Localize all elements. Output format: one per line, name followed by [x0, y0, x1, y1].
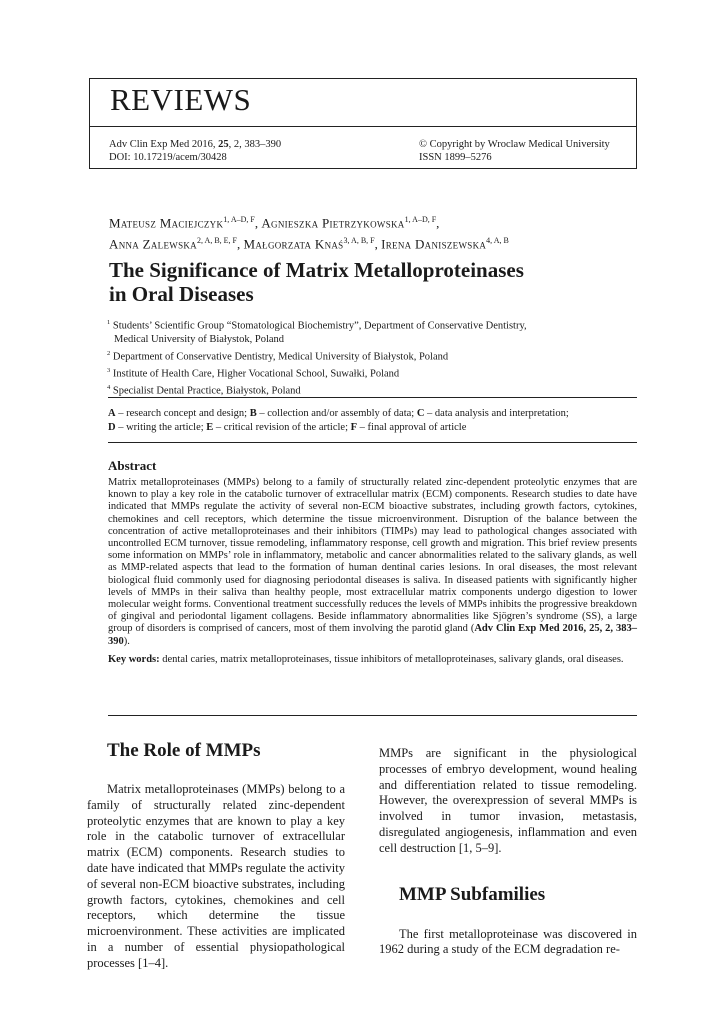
abstract-text: [108, 477, 637, 648]
affil-text: Medical University of Białystok, Poland: [114, 334, 285, 345]
affiliations: [107, 316, 627, 398]
affil-num: 4: [107, 383, 111, 391]
contrib-text: – final approval of article: [357, 421, 467, 433]
author-sep: ,: [436, 215, 440, 231]
doi: DOI: 10.17219/acem/30428: [109, 152, 227, 163]
citation-info: [109, 138, 281, 164]
paragraph: Matrix metalloproteinases (MMPs) belong to a family of structurally related zinc-dependent proteolytic enzymes that are known to play a key role in the catabolic turnover of extracellular matrix (ECM) components. Research studies to date have indicated that MMPs regulate the activity of several non-ECM bioactive substrates, including growth factors, cytokines, chemokines and cell receptors, which determine the tissue microenvironment. These activities are implicated in a number of essential physiopathological processes [1–4].: [87, 782, 345, 970]
contrib-text: – data analysis and interpretation;: [424, 408, 569, 419]
affil-text: Institute of Health Care, Higher Vocational School, Suwałki, Poland: [110, 368, 400, 379]
section-heading: MMP Subfamilies: [399, 883, 546, 905]
contrib-key: F: [350, 421, 358, 433]
author-affil: 2, A, B, E, F: [196, 236, 237, 246]
section-label: REVIEWS: [110, 82, 252, 117]
contrib-key: A: [108, 408, 116, 419]
divider: [108, 397, 637, 398]
affil-num: 2: [107, 349, 111, 357]
divider: [108, 715, 637, 716]
abstract-heading: Abstract: [108, 458, 157, 473]
title-line: in Oral Diseases: [109, 282, 254, 306]
keywords-text: dental caries, matrix metalloproteinases, tissue inhibitors of metalloproteinases, salivary glands, oral diseases.: [159, 653, 624, 665]
body-column-left: [87, 740, 345, 972]
author-sep: ,: [374, 236, 382, 252]
affiliation: [107, 381, 627, 398]
title-line: The Significance of Matrix Metalloproteinases: [109, 258, 524, 282]
issn: ISSN 1899–5276: [419, 152, 492, 163]
affiliation: [107, 347, 627, 364]
keywords-label: Key words:: [108, 653, 160, 665]
paragraph: The first metalloproteinase was discovered in 1962 during a study of the ECM degradation re-: [379, 926, 637, 957]
affil-num: 3: [107, 366, 111, 374]
contrib-text: – research concept and design;: [115, 408, 250, 419]
contrib-key: C: [416, 408, 425, 419]
contrib-text: – critical revision of the article;: [213, 421, 351, 433]
author-name: Mateusz Maciejczyk: [109, 215, 224, 231]
divider: [108, 442, 637, 443]
contrib-key: B: [249, 408, 257, 419]
author-name: Anna Zalewska: [109, 236, 197, 252]
affil-text: Department of Conservative Dentistry, Medical University of Białystok, Poland: [110, 351, 449, 362]
body-column-right: [379, 746, 637, 958]
citation-volume: 25: [218, 139, 229, 150]
affiliation: [107, 364, 627, 381]
author-name: Małgorzata Knaś: [243, 236, 344, 252]
author-name: Agnieszka Pietrzykowska: [261, 215, 405, 231]
contrib-text: – collection and/or assembly of data;: [256, 408, 417, 419]
abstract-end: ).: [123, 635, 130, 647]
paragraph: MMPs are significant in the physiological processes of embryo development, wound healing and differentiation related to tissue remodeling. However, the overexpression of several MMPs is involved in tumor invasion, metastasis, disregulated angiogenesis, inflammation and even cell destruction [1, 5–9].: [379, 746, 637, 855]
author-affil: 1, A–D, F: [404, 215, 437, 224]
keywords: [108, 654, 637, 666]
citation-rest: , 2, 383–390: [228, 139, 282, 150]
contributions: [108, 407, 636, 434]
citation-text: Adv Clin Exp Med 2016,: [109, 139, 219, 150]
affil-text: Specialist Dental Practice, Białystok, Poland: [110, 385, 301, 396]
author-affil: 3, A, B, F: [343, 236, 375, 246]
section-heading: The Role of MMPs: [107, 740, 261, 761]
copyright-info: [419, 138, 610, 164]
author-name: Irena Daniszewska: [381, 236, 487, 252]
author-affil: 1, A–D, F: [223, 215, 255, 224]
affil-num: 1: [107, 319, 111, 326]
affil-text: Students’ Scientific Group “Stomatological Biochemistry”, Department of Conservative Dentistry,: [110, 320, 527, 332]
abstract-body: Matrix metalloproteinases (MMPs) belong to a family of structurally related zinc-dependent proteolytic enzymes that are known to play a key role in the catabolic turnover of extracellular matrix (ECM) components. Research studies to date have indicated that MMPs regulate the activity of several non-ECM bioactive substrates, including growth factors, cytokines, chemokines and cell receptors, which determine the tissue microenvironment. Disruption of the balance between the concentration of active metalloproteinases and their inhibitors (TIMPs) may lead to pathological changes associated with uncontrolled ECM turnover, tissue remodeling, inflammatory response, cell growth and migration. This brief review presents some information on MMPs’ role in inflammatory, metabolic and cancer abnormalities related to the salivary glands, as well as MMP-related aspects that lead to the formation of human dentinal caries lesions. In oral diseases, the most relevant biological fluid commonly used for diagnosing periodontal diseases is saliva. In diseased patients with significantly higher levels of MMPs in their saliva than healthy people, most extracellular matrix components undergo digestion to lower molecular weight forms. Conventional treatment successfully reduces the levels of MMPs inhibits the progressive breakdown of gingival and periodontal ligament collagens. Beside inflammatory abnormalities like Sjögren’s syndrome (SS), a large group of disorders is comprised of cancers, most of them involving the parotid gland (: [108, 477, 637, 635]
contrib-key: D: [108, 421, 116, 433]
article-title: [109, 258, 609, 306]
contrib-key: E: [206, 421, 214, 433]
abstract: [108, 458, 637, 666]
section-header-box: [89, 78, 637, 127]
contrib-text: – writing the article;: [115, 421, 207, 433]
author-list: [109, 211, 629, 254]
author-sep: ,: [237, 236, 244, 252]
copyright: © Copyright by Wroclaw Medical University: [419, 139, 610, 150]
affiliation: [107, 316, 627, 347]
author-sep: ,: [254, 215, 262, 231]
author-affil: 4, A, B: [486, 236, 509, 246]
abstract-citation: Adv Clin Exp Med 2016, 25, 2, 383–390: [108, 623, 638, 647]
